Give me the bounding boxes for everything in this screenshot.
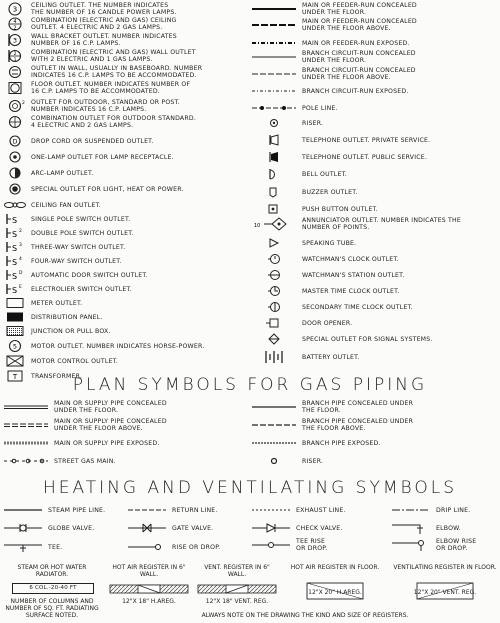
circle-3-icon — [4, 2, 26, 16]
symbol-label: OUTLET FOR OUTDOOR, STANDARD OR POST. NUMBER INDICATES 16 C.P. LAMPS. — [31, 99, 180, 113]
symbol-label: RISE OR DROP. — [172, 543, 221, 551]
left-symbol-row — [4, 81, 190, 95]
svg-text:3: 3 — [12, 5, 18, 14]
symbol-label: COMBINATION OUTLET FOR OUTDOOR STANDARD. 4 ELECTRIC AND 2 GAS LAMPS. — [31, 115, 196, 129]
symbol-label: METER OUTLET. — [31, 299, 83, 307]
svg-text:5: 5 — [12, 342, 18, 351]
symbol-label: SPECIAL OUTLET FOR LIGHT, HEAT OR POWER. — [31, 185, 184, 193]
symbol-label: DROP CORD OR SUSPENDED OUTLET. — [31, 137, 154, 145]
symbol-label: CHECK VALVE. — [296, 524, 343, 532]
symbol-label: MASTER TIME CLOCK OUTLET. — [302, 287, 400, 295]
symbol-label: BRANCH CIRCUIT-RUN EXPOSED. — [302, 87, 409, 95]
symbol-label: GLOBE VALVE. — [48, 524, 95, 532]
symbol-label: BUZZER OUTLET. — [302, 188, 358, 196]
right-symbol-row — [252, 101, 338, 115]
speaking-tube-icon — [252, 236, 296, 250]
vent-wall-register-icon — [198, 584, 276, 594]
svg-text:S: S — [12, 286, 18, 295]
symbol-label: WATCHMAN'S STATION OUTLET. — [302, 271, 405, 279]
symbol-label: BRANCH PIPE EXPOSED. — [302, 439, 381, 447]
right-symbol-row — [252, 217, 461, 231]
right-symbol-row — [252, 116, 323, 130]
outdoor-outlet-icon — [4, 99, 26, 113]
gas-row — [4, 454, 116, 468]
exhaust-line — [252, 503, 290, 517]
symbol-label: BRANCH CIRCUIT-RUN CONCEALED UNDER THE FLOOR. — [302, 50, 416, 64]
symbol-label: FLOOR OUTLET. NUMBER INDICATES NUMBER OF 16 C.P. LAMPS TO BE ACCOMMODATED. — [31, 81, 191, 95]
symbol-label: ELBOW. — [436, 524, 461, 532]
left-symbol-row — [4, 354, 118, 368]
signal-systems-icon — [252, 332, 296, 346]
riser-icon — [252, 116, 296, 130]
right-symbol-row — [252, 84, 409, 98]
left-symbol-row — [4, 240, 125, 254]
register-caption: HOT AIR REGISTER IN FLOOR. — [290, 564, 380, 571]
left-symbol-row — [4, 198, 101, 212]
symbol-label: COMBINATION (ELECTRIC AND GAS) WALL OUTLET WITH 2 ELECTRIC AND 1 GAS LAMPS. — [31, 49, 196, 63]
gas-branch-concealed-above-line — [252, 418, 296, 432]
heat-row — [392, 503, 470, 517]
outdoor-combination-outlet-icon — [4, 115, 26, 129]
symbol-label: BELL OUTLET. — [302, 170, 347, 178]
symbol-label: ONE-LAMP OUTLET FOR LAMP RECEPTACLE. — [31, 153, 174, 161]
double-pole-switch-icon — [4, 226, 26, 240]
symbol-label: DRIP LINE. — [436, 506, 471, 514]
left-symbol-row — [4, 65, 202, 79]
hot-air-wall-register-icon — [110, 584, 188, 594]
branch-concealed-above-line — [252, 67, 296, 81]
main-feeder-concealed-floor-above-line — [252, 18, 296, 32]
gas-riser-icon — [252, 454, 296, 468]
register-tag: 12"X 20" VENT. REG. — [413, 589, 477, 596]
heat-row — [252, 521, 343, 535]
rise-drop-icon — [128, 540, 166, 554]
register-caption: HOT AIR REGISTER IN 6" WALL. — [112, 564, 186, 578]
one-lamp-receptacle-icon — [4, 150, 26, 164]
svg-text:S: S — [12, 272, 18, 281]
combination-wall-outlet-icon — [4, 49, 26, 63]
symbol-label: TEE RISE OR DROP. — [296, 538, 328, 552]
left-symbol-row — [4, 182, 184, 196]
heat-row — [128, 540, 220, 554]
heat-row — [128, 503, 218, 517]
register-caption: STEAM OR HOT WATER RADIATOR. — [17, 564, 87, 578]
motor-control-icon — [4, 354, 26, 368]
symbol-label: DOUBLE POLE SWITCH OUTLET. — [31, 229, 134, 237]
gas-branch-concealed-line — [252, 400, 296, 414]
symbol-label: STREET GAS MAIN. — [54, 457, 116, 465]
electrolier-switch-icon — [4, 282, 26, 296]
heat-row — [392, 538, 476, 552]
symbol-label: JUNCTION OR PULL BOX. — [31, 327, 111, 335]
svg-text:S: S — [12, 244, 18, 253]
svg-text:10: 10 — [254, 223, 261, 229]
distribution-panel-icon — [4, 310, 26, 324]
right-symbol-row — [252, 300, 413, 314]
symbol-label: RISER. — [302, 457, 324, 465]
left-symbol-row — [4, 134, 154, 148]
baseboard-outlet-icon — [4, 65, 26, 79]
symbol-label: RETURN LINE. — [172, 506, 218, 514]
svg-text:S: S — [12, 230, 18, 239]
heat-row — [4, 521, 94, 535]
right-symbol-row — [252, 185, 358, 199]
symbol-label: TRANSFORMER. — [31, 372, 83, 380]
symbol-label: CEILING OUTLET. THE NUMBER INDICATES THE NUMBER OF 16 CANDLE POWER LAMPS. — [31, 2, 177, 16]
register-tag: 12"X 20" H.AREG. — [308, 589, 362, 596]
symbol-label: MOTOR OUTLET. NUMBER INDICATES HORSE-POWER. — [31, 342, 205, 350]
radiator-note: NUMBER OF COLUMNS AND NUMBER OF SQ. FT. RADIATING SURFACE NOTED. — [5, 598, 99, 619]
gas-main-concealed-above-line — [4, 418, 48, 432]
drop-cord-icon — [4, 134, 26, 148]
watchman-station-icon — [252, 268, 296, 282]
gas-row — [4, 400, 167, 414]
push-button-icon — [252, 202, 296, 216]
symbol-label: MAIN OR SUPPLY PIPE CONCEALED UNDER THE FLOOR ABOVE. — [54, 418, 167, 432]
left-symbol-row — [4, 339, 204, 353]
register-caption: VENT. REGISTER IN 6" WALL. — [204, 564, 270, 578]
gas-row — [4, 436, 160, 450]
symbol-label: TELEPHONE OUTLET. PRIVATE SERVICE. — [302, 136, 431, 144]
battery-outlet-icon — [252, 350, 296, 364]
drip-line — [392, 503, 430, 517]
gas-row — [252, 400, 413, 414]
symbol-label: OUTLET IN WALL, USUALLY IN BASEBOARD. NUMBER INDICATES 16 C.P. LAMPS TO BE ACCOMMODATED. — [31, 65, 203, 79]
symbol-label: POLE LINE. — [302, 104, 338, 112]
symbol-label: CEILING FAN OUTLET. — [31, 201, 101, 209]
radiator-tag: 6 COL.-20-40 FT — [29, 585, 77, 591]
symbol-label: BRANCH PIPE CONCEALED UNDER THE FLOOR. — [302, 400, 414, 414]
right-symbol-row — [252, 167, 347, 181]
left-symbol-row — [4, 212, 130, 226]
symbol-label: ARC-LAMP OUTLET. — [31, 169, 94, 177]
right-symbol-row — [252, 350, 360, 364]
symbol-label: ANNUNCIATOR OUTLET. NUMBER INDICATES THE NUMBER OF POINTS. — [302, 217, 461, 231]
gas-main-exposed-line — [4, 436, 48, 450]
right-symbol-row — [252, 202, 378, 216]
symbol-label: WALL BRACKET OUTLET. NUMBER INDICATES NUMBER OF 16 C.P. LAMPS. — [31, 33, 177, 47]
wall-bracket-outlet-icon — [4, 33, 26, 47]
svg-text:4: 4 — [19, 257, 22, 262]
four-way-switch-icon — [4, 254, 26, 268]
three-way-switch-icon — [4, 240, 26, 254]
street-gas-main-line — [4, 454, 48, 468]
single-pole-switch-icon — [4, 212, 26, 226]
floor-outlet-icon — [4, 81, 26, 95]
symbol-label: MAIN OR SUPPLY PIPE CONCEALED UNDER THE FLOOR. — [54, 400, 167, 414]
symbol-label: COMBINATION (ELECTRIC AND GAS) CEILING OUTLET. 4 ELECTRIC AND 2 GAS LAMPS. — [31, 17, 177, 31]
right-symbol-row — [252, 50, 416, 64]
check-valve-icon — [252, 521, 290, 535]
left-symbol-row — [4, 254, 122, 268]
heat-row — [4, 503, 105, 517]
right-symbol-row — [252, 67, 416, 81]
symbol-label: SPECIAL OUTLET FOR SIGNAL SYSTEMS. — [302, 335, 433, 343]
svg-text:4: 4 — [13, 19, 17, 25]
symbol-label: RISER. — [302, 119, 324, 127]
return-line — [128, 503, 166, 517]
symbol-label: SECONDARY TIME CLOCK OUTLET. — [302, 303, 413, 311]
svg-text:T: T — [12, 373, 18, 381]
gas-branch-exposed-line — [252, 436, 296, 450]
buzzer-outlet-icon — [252, 185, 296, 199]
main-feeder-concealed-ceiling-line — [252, 2, 296, 16]
symbol-label: MAIN OR FEEDER-RUN EXPOSED. — [302, 39, 410, 47]
register-tag: 12"X 18" VENT. REG. — [205, 598, 269, 605]
right-symbol-row — [252, 316, 352, 330]
symbol-label: BRANCH PIPE CONCEALED UNDER THE FLOOR ABOVE. — [302, 418, 414, 432]
symbol-label: PUSH BUTTON OUTLET. — [302, 205, 378, 213]
tee-icon — [4, 540, 42, 554]
ceiling-fan-icon — [4, 198, 26, 212]
elbow-rise-drop-icon — [392, 538, 430, 552]
gas-row — [252, 418, 413, 432]
left-symbol-row — [4, 115, 196, 129]
branch-concealed-line — [252, 50, 296, 64]
symbol-label: WATCHMAN'S CLOCK OUTLET. — [302, 255, 399, 263]
left-symbol-row — [4, 296, 82, 310]
heat-row — [128, 521, 213, 535]
automatic-door-switch-icon — [4, 268, 26, 282]
door-opener-icon — [252, 316, 296, 330]
motor-outlet-icon — [4, 339, 26, 353]
branch-exposed-line — [252, 84, 296, 98]
svg-text:2: 2 — [13, 52, 17, 57]
symbol-label: SPEAKING TUBE. — [302, 239, 357, 247]
symbol-label: GATE VALVE. — [172, 524, 214, 532]
svg-text:D: D — [12, 138, 18, 146]
symbol-label: MAIN OR FEEDER-RUN CONCEALED UNDER THE FLOOR. — [302, 2, 417, 16]
symbol-label: DISTRIBUTION PANEL. — [31, 313, 103, 321]
meter-outlet-icon — [4, 296, 26, 310]
footer-note: ALWAYS NOTE ON THE DRAWING THE KIND AND SIZE OF REGISTERS. — [201, 612, 409, 619]
symbol-label: SINGLE POLE SWITCH OUTLET. — [31, 215, 131, 223]
left-symbol-row — [4, 33, 177, 47]
left-symbol-row — [4, 99, 180, 113]
tee-rise-drop-icon — [252, 538, 290, 552]
right-symbol-row — [252, 268, 405, 282]
symbol-label: ELECTROLIER SWITCH OUTLET. — [31, 285, 132, 293]
master-time-clock-icon — [252, 284, 296, 298]
gas-row — [252, 436, 381, 450]
symbol-label: BATTERY OUTLET. — [302, 353, 360, 361]
symbol-label: MOTOR CONTROL OUTLET. — [31, 357, 119, 365]
symbol-label: BRANCH CIRCUIT-RUN CONCEALED UNDER THE FLOOR ABOVE. — [302, 67, 416, 81]
main-feeder-exposed-line — [252, 36, 296, 50]
bell-outlet-icon — [252, 167, 296, 181]
svg-text:2: 2 — [19, 229, 22, 234]
left-symbol-row — [4, 324, 111, 338]
secondary-time-clock-icon — [252, 300, 296, 314]
svg-text:3: 3 — [12, 36, 18, 45]
svg-text:S: S — [12, 258, 18, 267]
svg-text:2: 2 — [22, 101, 25, 106]
symbol-label: TELEPHONE OUTLET. PUBLIC SERVICE. — [302, 153, 428, 161]
special-outlet-icon — [4, 182, 26, 196]
globe-valve-icon — [4, 521, 42, 535]
svg-text:D: D — [19, 271, 23, 276]
right-symbol-row — [252, 252, 399, 266]
combination-ceiling-outlet-icon — [4, 17, 26, 31]
right-symbol-row — [252, 150, 427, 164]
symbol-label: MAIN OR SUPPLY PIPE EXPOSED. — [54, 439, 160, 447]
elbow-icon — [392, 521, 430, 535]
gas-section-title: PLAN SYMBOLS FOR GAS PIPING — [72, 375, 428, 395]
watchman-clock-icon — [252, 252, 296, 266]
symbol-label: FOUR-WAY SWITCH OUTLET. — [31, 257, 122, 265]
left-symbol-row — [4, 17, 177, 31]
radiator-icon — [12, 583, 94, 594]
svg-text:2: 2 — [13, 25, 17, 32]
heating-section-title: HEATING AND VENTILATING SYMBOLS — [42, 478, 458, 498]
register-caption: VENTILATING REGISTER IN FLOOR. — [393, 564, 497, 571]
register-tag: 12"X 18" H.AREG. — [122, 598, 176, 605]
svg-text:S: S — [12, 216, 18, 225]
heat-row — [252, 538, 327, 552]
left-symbol-row — [4, 268, 148, 282]
gas-row — [4, 418, 167, 432]
svg-text:1: 1 — [13, 58, 17, 63]
arc-lamp-icon — [4, 166, 26, 180]
symbol-label: DOOR OPENER. — [302, 319, 353, 327]
steam-pipe-line — [4, 503, 42, 517]
left-symbol-row — [4, 310, 103, 324]
gate-valve-icon — [128, 521, 166, 535]
right-symbol-row — [252, 36, 410, 50]
heat-row — [4, 540, 62, 554]
symbol-label: THREE-WAY SWITCH OUTLET. — [31, 243, 126, 251]
annunciator-icon — [252, 217, 296, 231]
right-symbol-row — [252, 284, 400, 298]
right-symbol-row — [252, 18, 417, 32]
symbol-label: STEAM PIPE LINE. — [48, 506, 106, 514]
heat-row — [392, 521, 461, 535]
right-symbol-row — [252, 332, 433, 346]
left-symbol-row — [4, 282, 132, 296]
symbol-label: MAIN OR FEEDER-RUN CONCEALED UNDER THE FLOOR ABOVE. — [302, 18, 417, 32]
left-symbol-row — [4, 166, 93, 180]
left-symbol-row — [4, 2, 177, 16]
symbol-label: EXHAUST LINE. — [296, 506, 346, 514]
right-symbol-row — [252, 2, 417, 16]
junction-box-icon — [4, 324, 26, 338]
right-symbol-row — [252, 236, 356, 250]
symbol-label: ELBOW RISE OR DROP. — [436, 538, 477, 552]
gas-row — [252, 454, 323, 468]
telephone-private-icon — [252, 133, 296, 147]
svg-text:3: 3 — [19, 243, 22, 248]
symbol-label: TEE. — [48, 543, 63, 551]
gas-main-concealed-line — [4, 400, 48, 414]
left-symbol-row — [4, 150, 174, 164]
symbol-label: AUTOMATIC DOOR SWITCH OUTLET. — [31, 271, 148, 279]
left-symbol-row — [4, 49, 196, 63]
svg-text:E: E — [19, 285, 22, 290]
heat-row — [252, 503, 346, 517]
telephone-public-icon — [252, 150, 296, 164]
right-symbol-row — [252, 133, 430, 147]
left-symbol-row — [4, 226, 134, 240]
pole-line-icon — [252, 101, 296, 115]
